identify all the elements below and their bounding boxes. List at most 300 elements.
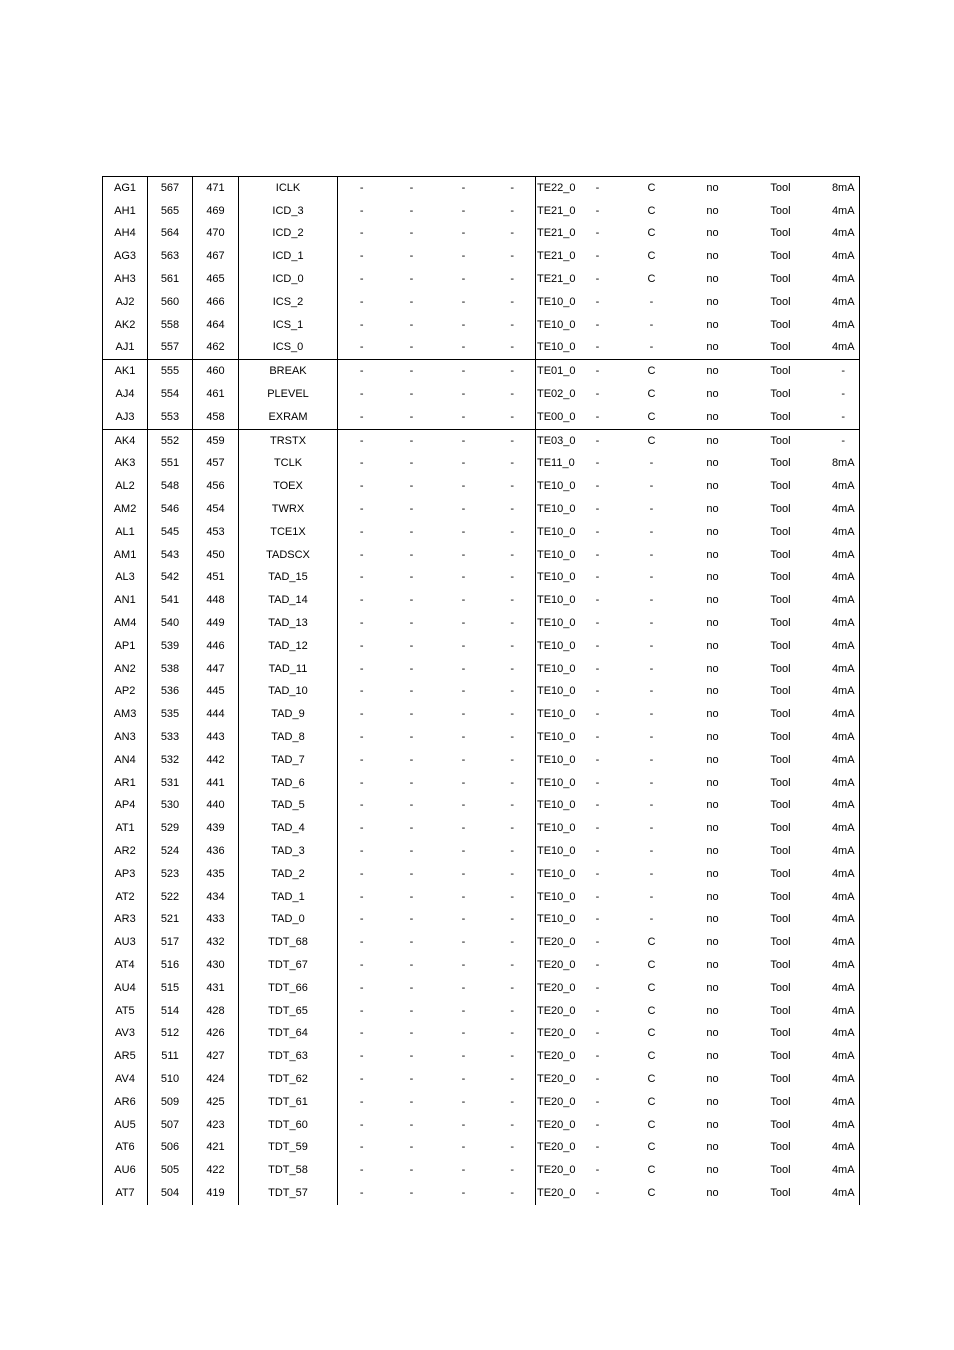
cell-opt1: - — [595, 295, 600, 308]
cell-signal: TDT_60 — [239, 1114, 338, 1137]
cell-group: Tool — [770, 822, 791, 835]
cell-drive: 4mA — [828, 795, 860, 818]
table-row — [103, 681, 860, 704]
cell-f2: - — [409, 388, 414, 401]
cell-f3: - — [461, 434, 466, 447]
cell-f3: - — [461, 822, 466, 835]
cell-f3: - — [461, 685, 466, 698]
cell-f4: - — [490, 703, 536, 726]
table-row — [103, 1136, 860, 1159]
cell-opt1: - — [595, 388, 600, 401]
cell-pull: no — [706, 594, 719, 607]
cell-opt1: - — [595, 958, 600, 971]
cell-drive: - — [828, 383, 860, 406]
cell-signal: TDT_64 — [239, 1022, 338, 1045]
cell-pin-b: 446 — [193, 635, 239, 658]
cell-signal: EXRAM — [239, 406, 338, 429]
cell-group: Tool — [770, 295, 791, 308]
cell-pin-b: 444 — [193, 703, 239, 726]
cell-io-attr: - — [612, 337, 692, 360]
cell-group: Tool — [770, 936, 791, 949]
cell-pull: no — [706, 480, 719, 493]
cell-io-attr: C — [647, 388, 656, 401]
cell-group: Tool — [770, 639, 791, 652]
cell-drive: 8mA — [828, 453, 860, 476]
cell-opt1: - — [595, 753, 600, 766]
table-row — [103, 1068, 860, 1091]
cell-f3: - — [461, 1095, 466, 1108]
table-row — [103, 429, 860, 452]
cell-pull: no — [706, 776, 719, 789]
cell-group: Tool — [770, 1118, 791, 1131]
table-row — [103, 886, 860, 909]
cell-f4: - — [490, 200, 536, 223]
cell-pin-b: 447 — [193, 658, 239, 681]
cell-f1: - — [359, 1072, 364, 1085]
cell-f4: - — [490, 1022, 536, 1045]
cell-f4: - — [490, 177, 536, 200]
cell-pin-b: 469 — [193, 200, 239, 223]
cell-io-attr: - — [649, 776, 654, 789]
cell-io-attr: - — [649, 480, 654, 493]
cell-pin-a: 529 — [148, 817, 193, 840]
cell-group: Tool — [770, 913, 791, 926]
cell-pin-a: 522 — [148, 886, 193, 909]
cell-f4: - — [490, 977, 536, 1000]
cell-group: Tool — [770, 388, 791, 401]
cell-f3: - — [461, 594, 466, 607]
cell-cell-type: TE10_0 — [537, 845, 576, 857]
cell-pin-a: 511 — [148, 1045, 193, 1068]
cell-f2: - — [409, 1004, 414, 1017]
cell-ball: AN2 — [103, 658, 148, 681]
cell-f2: - — [409, 250, 414, 263]
table-row — [103, 1000, 860, 1023]
cell-f3: - — [461, 753, 466, 766]
cell-pin-b: 454 — [193, 498, 239, 521]
cell-pin-a: 560 — [148, 291, 193, 314]
cell-pin-a: 567 — [148, 177, 193, 200]
cell-io-attr: - — [649, 295, 654, 308]
cell-group: Tool — [770, 1186, 791, 1199]
cell-signal: PLEVEL — [239, 383, 338, 406]
cell-f3: - — [461, 1186, 466, 1199]
cell-pin-b: 464 — [193, 314, 239, 337]
cell-signal: TAD_15 — [239, 567, 338, 590]
cell-f1: - — [359, 503, 364, 516]
cell-f1: - — [359, 525, 364, 538]
cell-f1: - — [359, 617, 364, 630]
cell-f4: - — [490, 1159, 536, 1182]
cell-pull: no — [706, 1186, 719, 1199]
cell-signal: TADSCX — [239, 544, 338, 567]
cell-f4: - — [490, 498, 536, 521]
cell-f1: - — [359, 776, 364, 789]
cell-ball: AJ3 — [103, 406, 148, 429]
cell-signal: TAD_3 — [239, 840, 338, 863]
cell-f4: - — [490, 360, 536, 383]
cell-f4: - — [490, 817, 536, 840]
cell-pull: no — [706, 867, 719, 880]
cell-f3: - — [461, 503, 466, 516]
table-row — [103, 658, 860, 681]
cell-pin-b: 434 — [193, 886, 239, 909]
cell-f2: - — [409, 1164, 414, 1177]
cell-cell-type: TE11_0 — [537, 457, 575, 470]
cell-pin-b: 433 — [193, 909, 239, 932]
cell-io-attr: - — [649, 685, 654, 698]
cell-pin-a: 536 — [148, 681, 193, 704]
cell-f1: - — [359, 295, 364, 308]
cell-pull: no — [706, 822, 719, 835]
cell-pull: no — [706, 981, 719, 994]
cell-f1: - — [359, 273, 364, 286]
cell-drive: 4mA — [828, 886, 860, 909]
cell-pull: no — [706, 318, 719, 331]
cell-io-attr: - — [649, 503, 654, 516]
cell-ball: AM1 — [103, 544, 148, 567]
table-row — [103, 749, 860, 772]
cell-pull: no — [706, 753, 719, 766]
cell-f2: - — [409, 731, 414, 744]
cell-f1: - — [359, 571, 364, 584]
cell-ball: AL1 — [103, 521, 148, 544]
cell-ball: AU4 — [103, 977, 148, 1000]
cell-pin-b: 460 — [193, 360, 239, 383]
cell-opt1: - — [595, 981, 600, 994]
cell-opt1: - — [595, 731, 600, 744]
cell-f3: - — [461, 731, 466, 744]
cell-opt1: - — [595, 913, 600, 926]
cell-group: Tool — [770, 1095, 791, 1108]
cell-cell-type: TE20_0 — [537, 1050, 576, 1063]
cell-ball: AT4 — [103, 954, 148, 977]
cell-pull: no — [706, 731, 719, 744]
cell-io-attr: C — [647, 273, 656, 286]
cell-pin-b: 453 — [193, 521, 239, 544]
cell-cell-type: TE21_0 — [537, 227, 576, 240]
table-row — [103, 1091, 860, 1114]
cell-cell-type: TE10_0 — [537, 731, 576, 744]
cell-drive: 4mA — [828, 521, 860, 544]
cell-pin-b: 470 — [193, 223, 239, 246]
cell-io-attr: C — [647, 227, 656, 240]
cell-pull: no — [706, 639, 719, 652]
cell-opt1: - — [595, 1050, 600, 1063]
cell-f2: - — [409, 295, 414, 308]
cell-pin-a: 561 — [148, 268, 193, 291]
cell-signal: ICD_0 — [239, 268, 338, 291]
cell-cell-type: TE00_0 — [536, 406, 584, 429]
cell-drive: 4mA — [828, 954, 860, 977]
cell-f2: - — [409, 822, 414, 835]
cell-f2: - — [409, 273, 414, 286]
cell-pin-a: 557 — [148, 337, 193, 360]
cell-opt1: - — [595, 776, 600, 789]
cell-pin-a: 545 — [148, 521, 193, 544]
cell-f1: - — [359, 1141, 364, 1154]
cell-pin-b: 449 — [193, 612, 239, 635]
cell-group: Tool — [770, 204, 791, 217]
cell-opt1: - — [595, 639, 600, 652]
cell-io-attr: C — [647, 1118, 656, 1131]
cell-cell-type: TE10_0 — [537, 639, 576, 652]
cell-pin-a: 543 — [148, 544, 193, 567]
cell-opt1: - — [595, 1186, 600, 1199]
cell-cell-type: TE20_0 — [537, 936, 576, 949]
cell-io-attr: C — [647, 958, 656, 971]
cell-f2: - — [409, 753, 414, 766]
cell-pin-b: 458 — [193, 406, 239, 429]
cell-f4: - — [490, 453, 536, 476]
cell-f4: - — [490, 406, 536, 429]
table-row — [103, 977, 860, 1000]
cell-signal: TAD_4 — [239, 817, 338, 840]
table-row — [103, 245, 860, 268]
cell-signal: TDT_68 — [239, 931, 338, 954]
cell-pull: no — [706, 936, 719, 949]
cell-drive: 4mA — [828, 1136, 860, 1159]
cell-pin-b: 462 — [193, 337, 239, 360]
cell-group: Tool — [770, 776, 791, 789]
cell-f1: - — [359, 685, 364, 698]
cell-f2: - — [409, 913, 414, 926]
cell-drive: 4mA — [828, 772, 860, 795]
cell-pin-a: 523 — [148, 863, 193, 886]
cell-pin-a: 548 — [148, 475, 193, 498]
cell-pin-a: 524 — [148, 840, 193, 863]
cell-pin-a: 538 — [148, 658, 193, 681]
cell-pin-a: 506 — [148, 1136, 193, 1159]
cell-f4: - — [490, 749, 536, 772]
cell-signal: TDT_67 — [239, 954, 338, 977]
cell-opt1: - — [595, 434, 600, 447]
cell-signal: TCLK — [239, 453, 338, 476]
cell-pin-a: 531 — [148, 772, 193, 795]
cell-group: Tool — [770, 1050, 791, 1063]
cell-f3: - — [461, 776, 466, 789]
cell-ball: AJ2 — [103, 291, 148, 314]
cell-ball: AJ4 — [103, 383, 148, 406]
cell-f2: - — [409, 365, 414, 378]
cell-io-attr: C — [647, 1095, 656, 1108]
cell-pin-b: 430 — [193, 954, 239, 977]
cell-f4: - — [490, 1136, 536, 1159]
cell-pin-a: 552 — [148, 429, 193, 452]
cell-f3: - — [438, 177, 490, 200]
cell-ball: AH4 — [103, 223, 148, 246]
cell-drive: 8mA — [828, 177, 860, 200]
cell-pin-a: 553 — [148, 406, 193, 429]
cell-pin-b: 440 — [193, 795, 239, 818]
cell-ball: AT5 — [103, 1000, 148, 1023]
cell-cell-type: TE10_0 — [537, 480, 576, 493]
cell-f4: - — [490, 726, 536, 749]
cell-f2: - — [409, 617, 414, 630]
cell-ball: AP2 — [103, 681, 148, 704]
cell-group: Tool — [770, 1141, 791, 1154]
cell-io-attr: - — [649, 753, 654, 766]
cell-drive: 4mA — [828, 475, 860, 498]
cell-f3: - — [461, 662, 466, 675]
cell-signal: ICS_0 — [239, 337, 338, 360]
cell-f2: - — [409, 958, 414, 971]
cell-drive: 4mA — [828, 840, 860, 863]
cell-ball: AT1 — [103, 817, 148, 840]
cell-f3: - — [461, 936, 466, 949]
table-row — [103, 909, 860, 932]
cell-pin-b: 461 — [193, 383, 239, 406]
cell-opt1: - — [595, 1027, 600, 1040]
cell-f3: - — [461, 227, 466, 240]
cell-io-attr: - — [649, 913, 654, 926]
cell-io-attr: C — [647, 1141, 656, 1154]
cell-drive: 4mA — [828, 1182, 860, 1205]
cell-cell-type: TE21_0 — [537, 250, 576, 263]
cell-opt1: - — [584, 177, 612, 200]
cell-f3: - — [461, 250, 466, 263]
cell-pull: no — [706, 662, 719, 675]
cell-cell-type: TE10_0 — [537, 571, 576, 584]
cell-drive: 4mA — [828, 1091, 860, 1114]
cell-pin-b: 466 — [193, 291, 239, 314]
table-row — [103, 498, 860, 521]
cell-pull: no — [706, 799, 719, 812]
cell-cell-type: TE03_0 — [537, 434, 576, 447]
cell-pin-a: 558 — [148, 314, 193, 337]
cell-f3: - — [461, 845, 466, 857]
cell-group: Tool — [770, 890, 791, 903]
cell-ball: AN3 — [103, 726, 148, 749]
cell-ball: AK3 — [103, 453, 148, 476]
cell-f4: - — [490, 931, 536, 954]
cell-drive: 4mA — [828, 268, 860, 291]
cell-drive: - — [828, 429, 860, 452]
cell-cell-type: TE10_0 — [537, 708, 576, 721]
cell-opt1: - — [595, 845, 600, 857]
cell-opt1: - — [595, 365, 600, 378]
cell-opt1: - — [595, 799, 600, 812]
table-row — [103, 291, 860, 314]
cell-group: Tool — [770, 1164, 791, 1177]
cell-f3: - — [461, 867, 466, 880]
cell-f2: - — [409, 1186, 414, 1199]
cell-f3: - — [461, 388, 466, 401]
cell-cell-type: TE21_0 — [537, 273, 576, 286]
cell-f2: - — [386, 337, 438, 360]
cell-signal: ICD_1 — [239, 245, 338, 268]
cell-cell-type: TE20_0 — [537, 1004, 576, 1017]
cell-drive: 4mA — [828, 681, 860, 704]
cell-pull: no — [706, 1095, 719, 1108]
cell-drive: 4mA — [828, 863, 860, 886]
cell-io-attr: - — [649, 571, 654, 584]
cell-cell-type: TE10_0 — [537, 548, 576, 561]
cell-pin-a: 530 — [148, 795, 193, 818]
cell-f4: - — [490, 314, 536, 337]
cell-drive: 4mA — [828, 245, 860, 268]
cell-opt1: - — [595, 227, 600, 240]
cell-pull: no — [692, 406, 734, 429]
table-row — [103, 1022, 860, 1045]
cell-signal: TDT_62 — [239, 1068, 338, 1091]
cell-signal: TAD_12 — [239, 635, 338, 658]
cell-f4: - — [490, 772, 536, 795]
cell-opt1: - — [595, 1004, 600, 1017]
cell-ball: AT7 — [103, 1182, 148, 1205]
cell-pull: no — [706, 365, 719, 378]
cell-f4: - — [490, 1000, 536, 1023]
cell-f1: - — [338, 406, 386, 429]
cell-cell-type: TE10_0 — [537, 913, 576, 926]
cell-signal: TDT_65 — [239, 1000, 338, 1023]
cell-pin-a: 515 — [148, 977, 193, 1000]
cell-f2: - — [409, 1095, 414, 1108]
cell-drive: 4mA — [828, 291, 860, 314]
cell-cell-type: TE10_0 — [537, 503, 576, 516]
cell-group: Tool — [770, 434, 791, 447]
table-row — [103, 703, 860, 726]
cell-cell-type: TE20_0 — [537, 1186, 576, 1199]
cell-f1: - — [359, 958, 364, 971]
cell-cell-type: TE10_0 — [537, 753, 576, 766]
cell-signal: TAD_11 — [239, 658, 338, 681]
cell-f3: - — [461, 571, 466, 584]
cell-ball: AV4 — [103, 1068, 148, 1091]
cell-drive: 4mA — [828, 703, 860, 726]
table-row — [103, 612, 860, 635]
cell-pin-a: 539 — [148, 635, 193, 658]
cell-pull: no — [706, 708, 719, 721]
cell-io-attr: C — [647, 981, 656, 994]
cell-io-attr: - — [649, 639, 654, 652]
cell-f3: - — [461, 273, 466, 286]
cell-f2: - — [409, 548, 414, 561]
cell-io-attr: C — [647, 204, 656, 217]
cell-pull: no — [706, 227, 719, 240]
cell-pin-b: 456 — [193, 475, 239, 498]
table-row — [103, 223, 860, 246]
table-row — [103, 453, 860, 476]
cell-f3: - — [461, 525, 466, 538]
cell-f2: - — [409, 525, 414, 538]
cell-opt1: - — [584, 406, 612, 429]
table-row — [103, 177, 860, 200]
cell-ball: AR3 — [103, 909, 148, 932]
cell-drive: 4mA — [828, 658, 860, 681]
table-row — [103, 863, 860, 886]
cell-cell-type: TE10_0 — [536, 337, 584, 360]
cell-pin-b: 459 — [193, 429, 239, 452]
cell-ball: AT6 — [103, 1136, 148, 1159]
cell-f3: - — [461, 1118, 466, 1131]
cell-f3: - — [461, 890, 466, 903]
cell-f2: - — [409, 594, 414, 607]
cell-opt1: - — [595, 457, 600, 470]
table-row — [103, 200, 860, 223]
cell-ball: AK1 — [103, 360, 148, 383]
cell-f4: - — [490, 1114, 536, 1137]
cell-pull: no — [706, 548, 719, 561]
cell-ball: AN4 — [103, 749, 148, 772]
cell-signal: TRSTX — [239, 429, 338, 452]
cell-io-attr: C — [647, 1027, 656, 1040]
cell-group: Tool — [734, 177, 828, 200]
cell-f3: - — [461, 958, 466, 971]
table-row — [103, 931, 860, 954]
cell-opt1: - — [595, 890, 600, 903]
cell-pin-b: 436 — [193, 840, 239, 863]
